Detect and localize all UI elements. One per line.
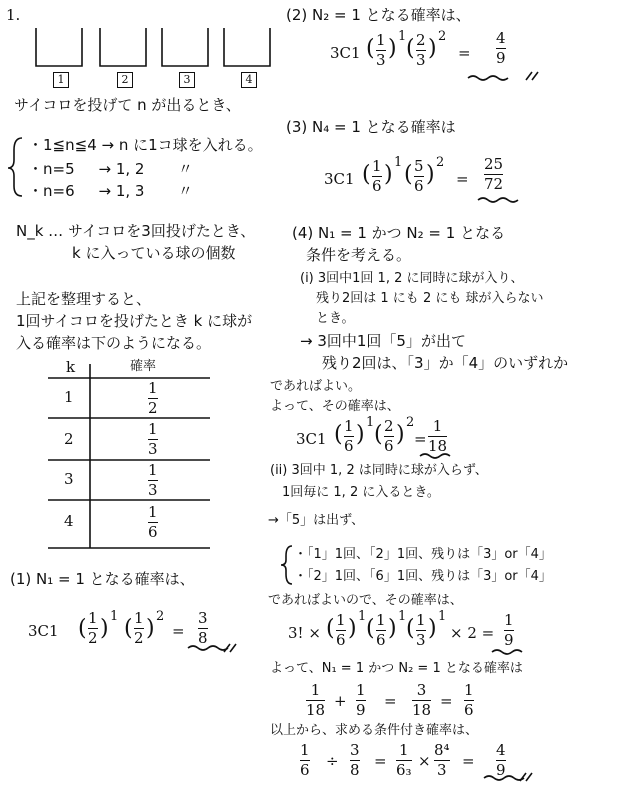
rule-2: ・n=5 → 1, 2 〃 — [28, 160, 193, 178]
case2-pre: 3! × — [288, 624, 321, 642]
sum-label: よって、N₁ = 1 かつ N₂ = 1 となる確率は — [270, 661, 523, 676]
final-b: 3 8 — [350, 741, 360, 779]
table-header-prob: 確率 — [130, 359, 157, 374]
definition-line2: k に入っている球の個数 — [72, 244, 236, 262]
case1-line2: 残り2回は 1 にも 2 にも 球が入らない — [316, 291, 544, 306]
case2-f3: 1 3 — [416, 611, 426, 649]
part1-exp1: 1 — [110, 609, 119, 624]
table-row-4-prob: 1 6 — [148, 503, 158, 541]
case2-line1: (ii) 3回中 1, 2 は同時に球が入らず、 — [270, 463, 488, 478]
part1-exp2: 2 — [156, 609, 165, 624]
case2-then: であればよいので、その確率は、 — [268, 593, 463, 608]
case2-exp1: 1 — [358, 609, 367, 624]
definition-line1: N_k … サイコロを3回投げたとき、 — [16, 222, 256, 240]
part2-f2: 2 3 — [416, 31, 426, 69]
case2-exp3: 1 — [438, 609, 447, 624]
case2-exp2: 1 — [398, 609, 407, 624]
part2-label: (2) N₂ = 1 となる確率は、 — [286, 6, 471, 24]
case2-squiggle — [492, 650, 522, 654]
part2-exp2: 2 — [438, 29, 447, 44]
summary-line3: 入る確率は下のようになる。 — [16, 334, 212, 352]
sum-b: 1 9 — [356, 681, 366, 719]
ans2-squiggle — [468, 76, 508, 80]
box-2-shape — [100, 28, 146, 66]
part2-exp1: 1 — [398, 29, 407, 44]
ans1-squiggle — [188, 646, 228, 650]
part4-label1: (4) N₁ = 1 かつ N₂ = 1 となる — [292, 224, 506, 242]
case1-arrow2: 残り2回は、「3」か「4」のいずれか — [322, 354, 569, 372]
sum-a: 1 18 — [306, 681, 326, 719]
problem-number: 1. — [6, 6, 21, 24]
case2-arrow: →「5」は出ず、 — [268, 513, 365, 528]
rule-1: ・1≦n≦4 → n に1コ球を入れる。 — [28, 136, 263, 154]
case2-line2: 1回毎に 1, 2 に入るとき。 — [282, 485, 440, 500]
case1-line3: とき。 — [316, 311, 355, 326]
case1-then2: よって、その確率は、 — [270, 399, 400, 414]
part3-f1: 1 6 — [372, 157, 382, 195]
case2-answer: 1 9 — [504, 611, 514, 649]
table-header-k: k — [66, 358, 76, 376]
ans3-squiggle — [478, 198, 518, 202]
part2-f1: 1 3 — [376, 31, 386, 69]
summary-line1: 上記を整理すると、 — [16, 290, 152, 308]
box-label-4: 4 — [240, 70, 258, 88]
box-1-shape — [36, 28, 82, 66]
part3-coef: 3C1 — [324, 170, 355, 188]
case1-f1: 1 6 — [344, 417, 354, 455]
part1-coef: 3C1 — [28, 622, 59, 640]
case1-coef: 3C1 — [296, 430, 327, 448]
case2-list2: ・「2」1回、「6」1回、残りは「3」or「4」 — [294, 569, 552, 584]
case2-f1: 1 6 — [336, 611, 346, 649]
box-label-3: 3 — [178, 70, 196, 88]
rules-brace — [8, 138, 22, 196]
part2-coef: 3C1 — [330, 44, 361, 62]
intro-text: サイコロを投げて n が出るとき、 — [14, 96, 241, 114]
table-row-2-prob: 1 3 — [148, 420, 158, 458]
part1-f2: 1 2 — [134, 609, 144, 647]
final-a: 1 6 — [300, 741, 310, 779]
case1-f2: 2 6 — [384, 417, 394, 455]
case1-then1: であればよい。 — [270, 379, 362, 394]
final-label: 以上から、求める条件付き確率は、 — [270, 723, 479, 738]
case2-post: × 2 = — [450, 624, 495, 642]
final-d: 8⁴ 3 — [434, 741, 450, 779]
final-c: 1 6₃ — [396, 741, 412, 779]
case1-arrow1: → 3回中1回「5」が出て — [300, 332, 466, 350]
case2-brace — [281, 546, 292, 584]
box-4-shape — [224, 28, 270, 66]
part3-f2: 5 6 — [414, 157, 424, 195]
table-row-2-k: 2 — [64, 430, 74, 448]
part3-answer: 25 72 — [484, 155, 504, 193]
box-label-1: 1 — [52, 70, 70, 88]
case1-exp1: 1 — [366, 415, 375, 430]
case1-answer: 1 18 — [428, 417, 448, 455]
table-row-1-k: 1 — [64, 388, 74, 406]
part1-label: (1) N₁ = 1 となる確率は、 — [10, 570, 195, 588]
table-row-3-prob: 1 3 — [148, 461, 158, 499]
case1-exp2: 2 — [406, 415, 415, 430]
part2-answer: 4 9 — [496, 29, 506, 67]
case2-f2: 1 6 — [376, 611, 386, 649]
case1-line1: (i) 3回中1回 1, 2 に同時に球が入り、 — [300, 271, 524, 286]
sum-c: 3 18 — [412, 681, 432, 719]
rule-3: ・n=6 → 1, 3 〃 — [28, 182, 193, 200]
part3-exp1: 1 — [394, 155, 403, 170]
part3-exp2: 2 — [436, 155, 445, 170]
final-answer: 4 9 — [496, 741, 506, 779]
case2-list1: ・「1」1回、「2」1回、残りは「3」or「4」 — [294, 547, 552, 562]
part1-f1: 1 2 — [88, 609, 98, 647]
part1-answer: 3 8 — [198, 609, 208, 647]
table-row-3-k: 3 — [64, 470, 74, 488]
sum-d: 1 6 — [464, 681, 474, 719]
box-label-2: 2 — [116, 70, 134, 88]
table-row-4-k: 4 — [64, 512, 74, 530]
box-3-shape — [162, 28, 208, 66]
part4-label2: 条件を考える。 — [306, 246, 412, 264]
part3-label: (3) N₄ = 1 となる確率は — [286, 118, 456, 136]
summary-line2: 1回サイコロを投げたとき k に球が — [16, 312, 253, 330]
table-row-1-prob: 1 2 — [148, 379, 158, 417]
